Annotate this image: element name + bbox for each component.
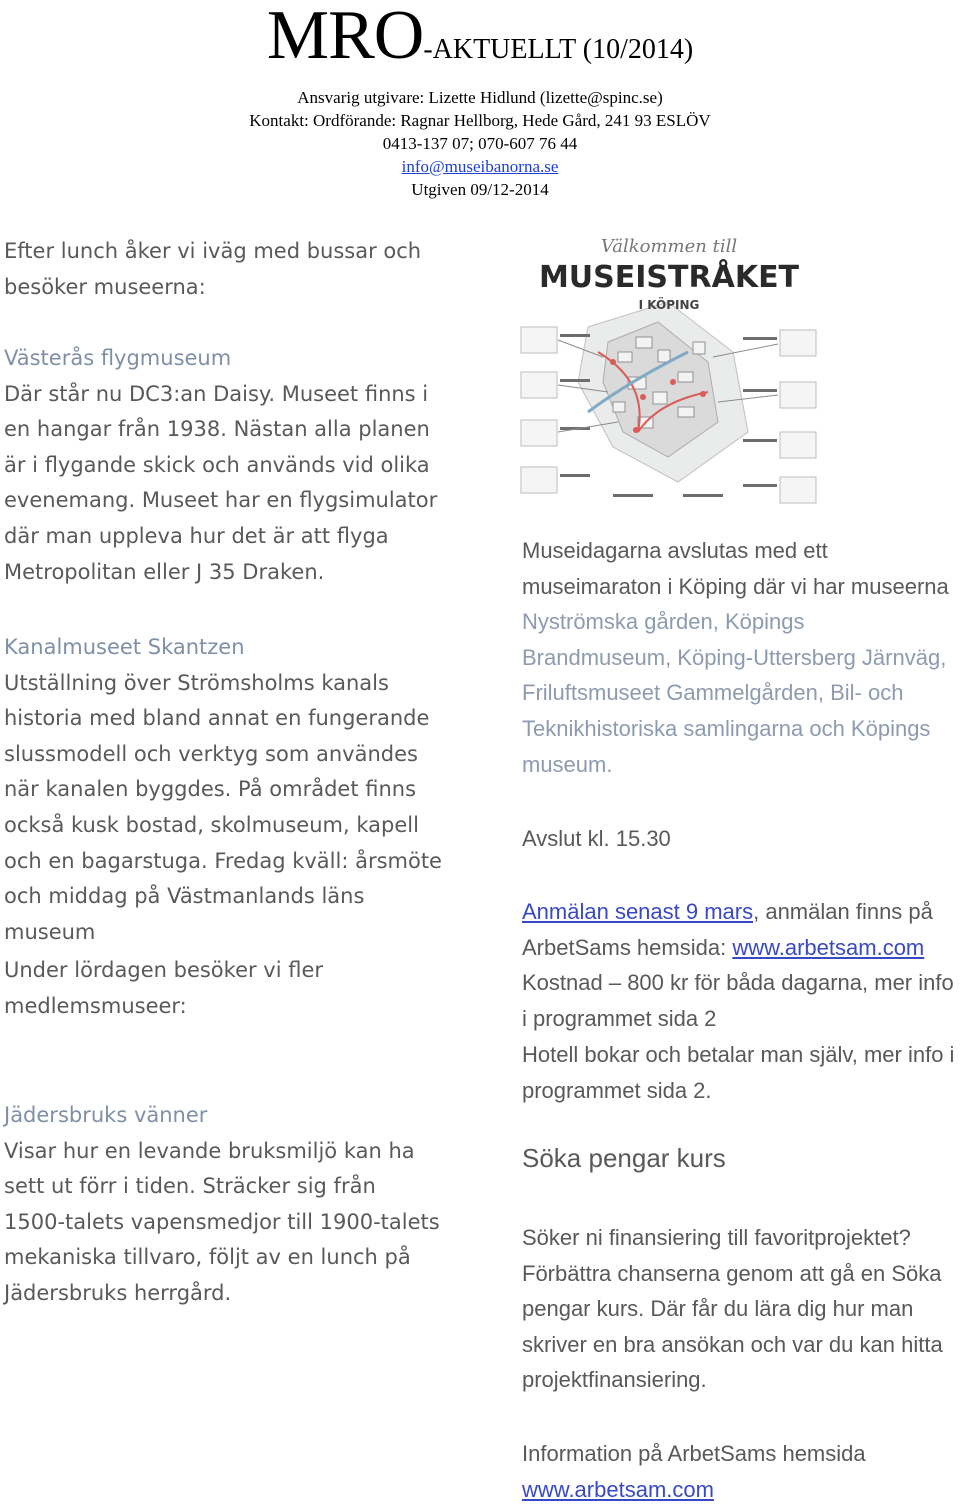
email-line (0, 157, 960, 177)
museistraket-poster-image (518, 232, 820, 522)
info-text: Information på ArbetSams hemsida (522, 1441, 866, 1466)
course-heading: Söka pengar kurs (522, 1143, 726, 1173)
page-title (0, 0, 960, 76)
registration-paragraph (522, 894, 958, 965)
title-main: MRO (266, 0, 424, 74)
arbetsam-info-link[interactable]: www.arbetsam.com (522, 1476, 714, 1502)
cost-text: Kostnad – 800 kr för båda dagarna, mer info i programmet sida 2 (522, 970, 954, 1031)
poster-title: MUSEISTRÅKET (538, 260, 800, 295)
museimaraton-paragraph (522, 533, 958, 782)
phone-line: 0413-137 07; 070-607 76 44 (382, 134, 578, 153)
end-time: Avslut kl. 15.30 (522, 826, 671, 851)
kanalmuseet-section (4, 630, 449, 950)
kanalmuseet-heading: Kanalmuseet Skantzen (4, 635, 245, 659)
poster-subtitle: I KÖPING (638, 298, 700, 312)
poster-script-title: Välkommen till (600, 236, 738, 257)
arbetsam-link[interactable]: www.arbetsam.com (732, 934, 925, 960)
intro-text: Efter lunch åker vi iväg med bussar och besöker museerna: (4, 239, 422, 299)
flygmuseum-body: Där står nu DC3:an Daisy. Museet finns i en hangar från 1938. Nästan alla planen är i flygande skick och används vid olika evenemang. Museet har en flygsimulator där man uppleva hur det är att flyga Metropolitan eller J 35 Draken. (4, 381, 438, 584)
flygmuseum-section (4, 341, 444, 590)
museum-list: Nyströmska gården, Köpings Brandmuseum, Köping-Uttersberg Järnväg, Friluftsmuseet Gammelgården, Bil- och Teknikhistoriska samlingarna och Köpings museum. (522, 609, 947, 777)
course-body: Söker ni finansiering till favoritprojektet? Förbättra chanserna genom att gå en Söka pengar kurs. Där får du lära dig hur man skriver en bra ansökan och var du kan hitta projektfinansiering. (522, 1225, 943, 1393)
registration-deadline-link[interactable]: Anmälan senast 9 mars (522, 899, 754, 924)
title-sub: -AKTUELLT (10/2014) (423, 34, 694, 65)
saturday-text: Under lördagen besöker vi fler medlemsmuseer: (4, 958, 324, 1018)
museimaraton-lead: Museidagarna avslutas med ett museimaraton i Köping där vi har museerna (522, 538, 949, 599)
email-link[interactable]: info@museibanorna.se (401, 157, 559, 176)
info-paragraph (522, 1436, 958, 1507)
hotel-text: Hotell bokar och betalar man själv, mer info i programmet sida 2. (522, 1042, 955, 1103)
jadersbruk-body: Visar hur en levande bruksmiljö kan ha sett ut förr i tiden. Sträcker sig från 1500-talets vapensmedjor till 1900-talets mekaniska tillvaro, följt av en lunch på Jädersbruks herrgård. (4, 1138, 440, 1305)
registration-text: , anmälan finns på ArbetSams hemsida: (522, 899, 933, 960)
jadersbruk-heading: Jädersbruks vänner (4, 1103, 208, 1127)
kanalmuseet-body: Utställning över Strömsholms kanals historia med bland annat en fungerande slussmodell och verktyg som användes när kanalen byggdes. På området finns också kusk bostad, skolmuseum, kapell och en bagarstuga. Fredag kväll: årsmöte och middag på Västmanlands läns museum (4, 670, 442, 944)
jadersbruk-section (4, 1098, 440, 1312)
published-date: Utgiven 09/12-2014 (411, 180, 549, 199)
publisher-line: Ansvarig utgivare: Lizette Hidlund (lizette@spinc.se) (297, 88, 663, 107)
contact-line: Kontakt: Ordförande: Ragnar Hellborg, Hede Gård, 241 93 ESLÖV (249, 111, 711, 130)
flygmuseum-heading: Västerås flygmuseum (4, 346, 232, 370)
